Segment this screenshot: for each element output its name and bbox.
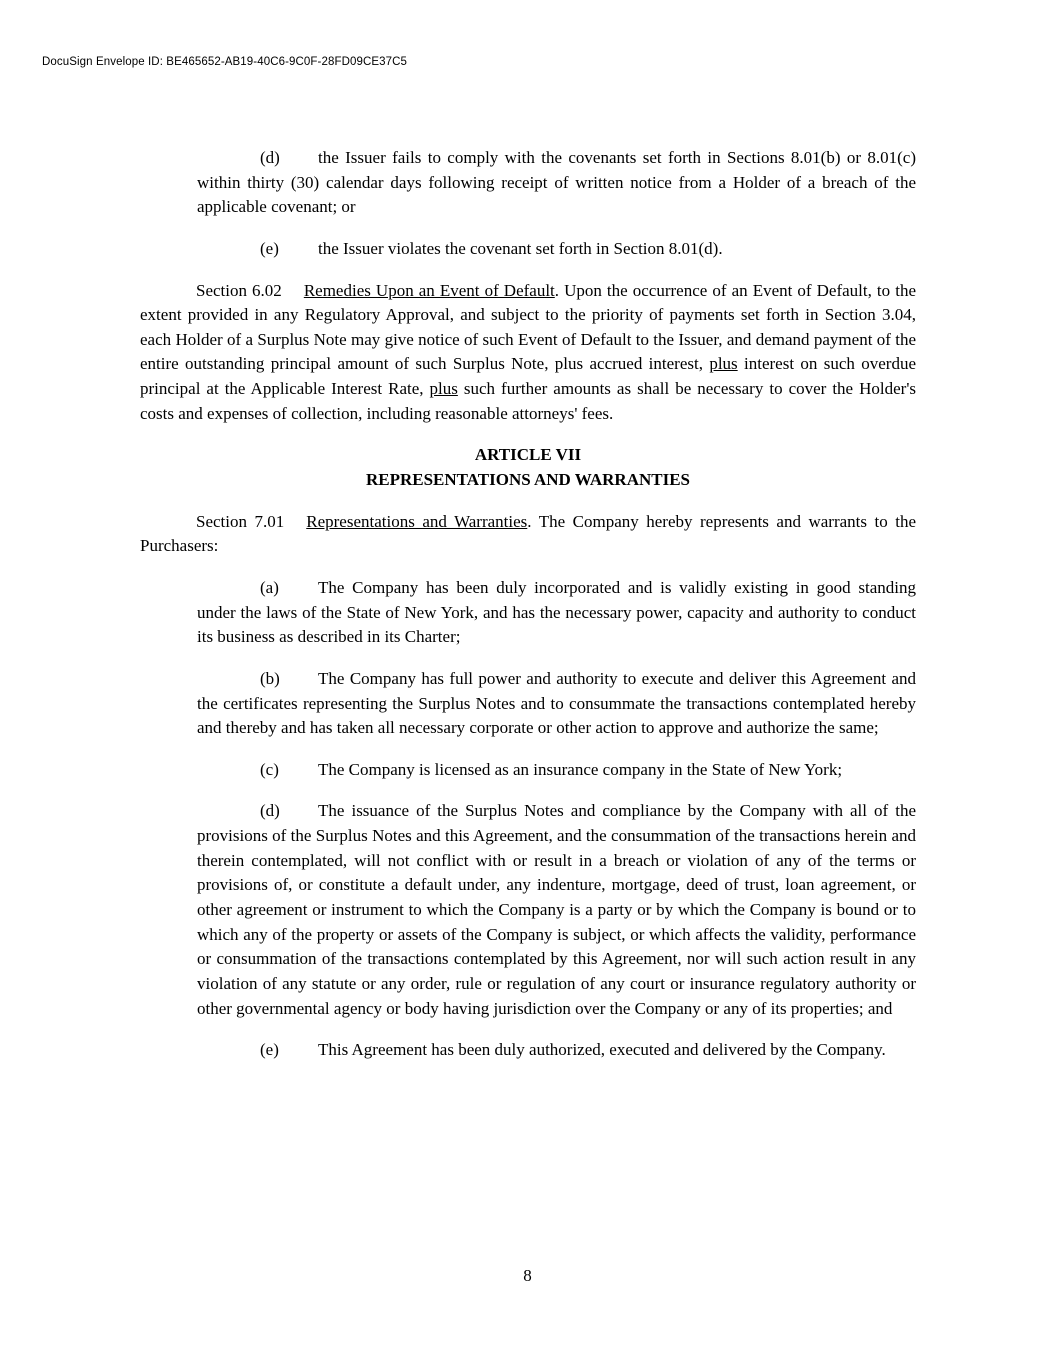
- page-number: 8: [523, 1266, 532, 1285]
- clause-7-a: [197, 576, 916, 650]
- clause-marker: (c): [260, 759, 279, 779]
- clause-marker: (a): [260, 577, 279, 597]
- section-text: . The Company hereby represents and warrants to the Purchasers:: [140, 511, 916, 556]
- section-text: interest on such overdue principal at the Applicable Interest Rate,: [140, 354, 916, 399]
- clause-marker: (d): [260, 801, 280, 821]
- clause-7-e: [197, 1038, 916, 1063]
- article-heading-line2: REPRESENTATIONS AND WARRANTIES: [365, 470, 691, 490]
- section-text: . Upon the occurrence of an Event of Default, to the extent provided in any Regulatory Approval, and subject to the priority of payments set forth in Section 3.04, each Holder of a Surplus Note may give notice of such Event of Default to the Issuer, and demand payment of the entire outstanding principal amount of such Surplus Note, plus accrued interest,: [140, 280, 916, 374]
- clause-text: The Company has full power and authority to execute and deliver this Agreement and the certificates representing the Surplus Notes and to consummate the transactions contemplated hereby and thereby and has taken all necessary corporate or other action to approve and authorize the same;: [197, 668, 916, 738]
- clause-text: This Agreement has been duly authorized, executed and delivered by the Company.: [318, 1040, 886, 1060]
- clause-7-b: [197, 667, 916, 741]
- clause-text: The Company is licensed as an insurance company in the State of New York;: [318, 759, 843, 779]
- section-title-underlined: Representations and Warranties: [306, 511, 528, 531]
- clause-7-d: [197, 799, 916, 1021]
- clause-7-c: [197, 758, 916, 783]
- underlined-word-plus: plus: [709, 354, 738, 374]
- section-6-02-paragraph: [140, 279, 916, 427]
- clause-marker: (e): [260, 1040, 279, 1060]
- clause-text: the Issuer violates the covenant set forth in Section 8.01(d).: [318, 238, 723, 258]
- clause-6-d: [197, 146, 916, 220]
- section-7-01-paragraph: [140, 510, 916, 559]
- clause-marker: (e): [260, 238, 279, 258]
- clause-marker: (b): [260, 668, 280, 688]
- clause-text: The issuance of the Surplus Notes and compliance by the Company with all of the provisions of the Surplus Notes and this Agreement, and the consummation of the transactions herein and therein contemplated, will not conflict with or result in a breach or violation of any of the terms or provisions of, or constitute a default under, any indenture, mortgage, deed of trust, loan agreement, or other agreement or instrument to which the Company is a party or by which the Company is bound or to which any of the property or assets of the Company is subject, or which affects the validity, performance or consummation of the transactions contemplated by this Agreement, nor will such action result in any violation of any statute or any order, rule or regulation of any court or insurance regulatory authority or other governmental agency or body having jurisdiction over the Company or any of its properties; and: [197, 801, 916, 1018]
- article-heading-line1: ARTICLE VII: [474, 445, 582, 465]
- article-vii-heading: [140, 443, 916, 492]
- section-lead: Section 7.01: [196, 511, 285, 531]
- clause-text: The Company has been duly incorporated and is validly existing in good standing under the laws of the State of New York, and has the necessary power, capacity and authority to conduct its business as described in its Charter;: [197, 577, 916, 647]
- docusign-envelope-id: DocuSign Envelope ID: BE465652-AB19-40C6-9C0F-28FD09CE37C5: [42, 56, 408, 68]
- document-content: [140, 146, 916, 1080]
- clause-text: the Issuer fails to comply with the covenants set forth in Sections 8.01(b) or 8.01(c) within thirty (30) calendar days following receipt of written notice from a Holder of a breach of the applicable covenant; or: [197, 148, 916, 217]
- clause-marker: (d): [260, 148, 280, 167]
- section-text: such further amounts as shall be necessary to cover the Holder's costs and expenses of collection, including reasonable attorneys' fees.: [140, 379, 916, 423]
- underlined-word-plus: plus: [429, 379, 458, 399]
- section-title-underlined: Remedies Upon an Event of Default: [303, 280, 555, 300]
- clause-6-e: [197, 237, 916, 262]
- section-lead: Section 6.02: [196, 280, 282, 300]
